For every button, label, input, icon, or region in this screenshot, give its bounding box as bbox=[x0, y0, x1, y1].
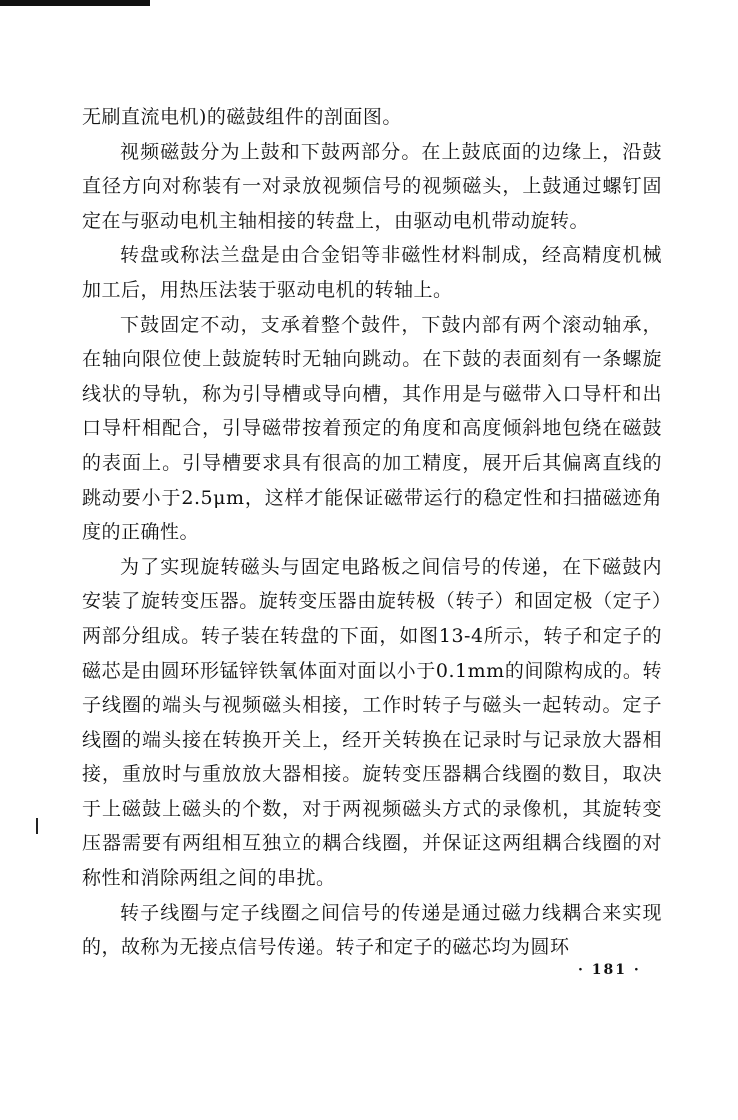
paragraph-turntable: 转盘或称法兰盘是由合金铝等非磁性材料制成，经高精度机械加工后，用热压法装于驱动电机的转轴上。 bbox=[82, 244, 662, 301]
top-scan-rule bbox=[0, 0, 150, 6]
body-text bbox=[82, 100, 662, 965]
paragraph-signal-transfer: 转子线圈与定子线圈之间信号的传递是通过磁力线耦合来实现的，故称为无接点信号传递。转子和定子的磁芯均为圆环 bbox=[82, 901, 662, 959]
paragraph-continuation: 无刷直流电机)的磁鼓组件的剖面图。 bbox=[82, 106, 402, 128]
margin-mark bbox=[36, 818, 38, 834]
paragraph-video-drum: 视频磁鼓分为上鼓和下鼓两部分。在上鼓底面的边缘上，沿鼓直径方向对称装有一对录放视频信号的视频磁头，上鼓通过螺钉固定在与驱动电机主轴相接的转盘上，由驱动电机带动旋转。 bbox=[82, 140, 662, 232]
paragraph-rotary-transformer: 为了实现旋转磁头与固定电路板之间信号的传递，在下磁鼓内安装了旋转变压器。旋转变压器由旋转极（转子）和固定极（定子）两部分组成。转子装在转盘的下面，如图13-4所示，转子和定子的磁芯是由圆环形锰锌铁氧体面对面以小于0.1mm的间隙构成的。转子线圈的端头与视频磁头相接，工作时转子与磁头一起转动。定子线圈的端头接在转换开关上，经开关转换在记录时与记录放大器相接，重放时与重放放大器相接。旋转变压器耦合线圈的数目，取决于上磁鼓上磁头的个数，对于两视频磁头方式的录像机，其旋转变压器需要有两组相互独立的耦合线圈，并保证这两组耦合线圈的对称性和消除两组之间的串扰。 bbox=[82, 555, 662, 890]
page-number: · 181 · bbox=[578, 962, 641, 978]
paragraph-lower-drum: 下鼓固定不动，支承着整个鼓件，下鼓内部有两个滚动轴承，在轴向限位使上鼓旋转时无轴向跳动。在下鼓的表面刻有一条螺旋线状的导轨，称为引导槽或导向槽，其作用是与磁带入口导杆和出口导杆相配合，引导磁带按着预定的角度和高度倾斜地包绕在磁鼓的表面上。引导槽要求具有很高的加工精度，展开后其偏离直线的跳动要小于2.5μm，这样才能保证磁带运行的稳定性和扫描磁迹角度的正确性。 bbox=[82, 313, 662, 544]
